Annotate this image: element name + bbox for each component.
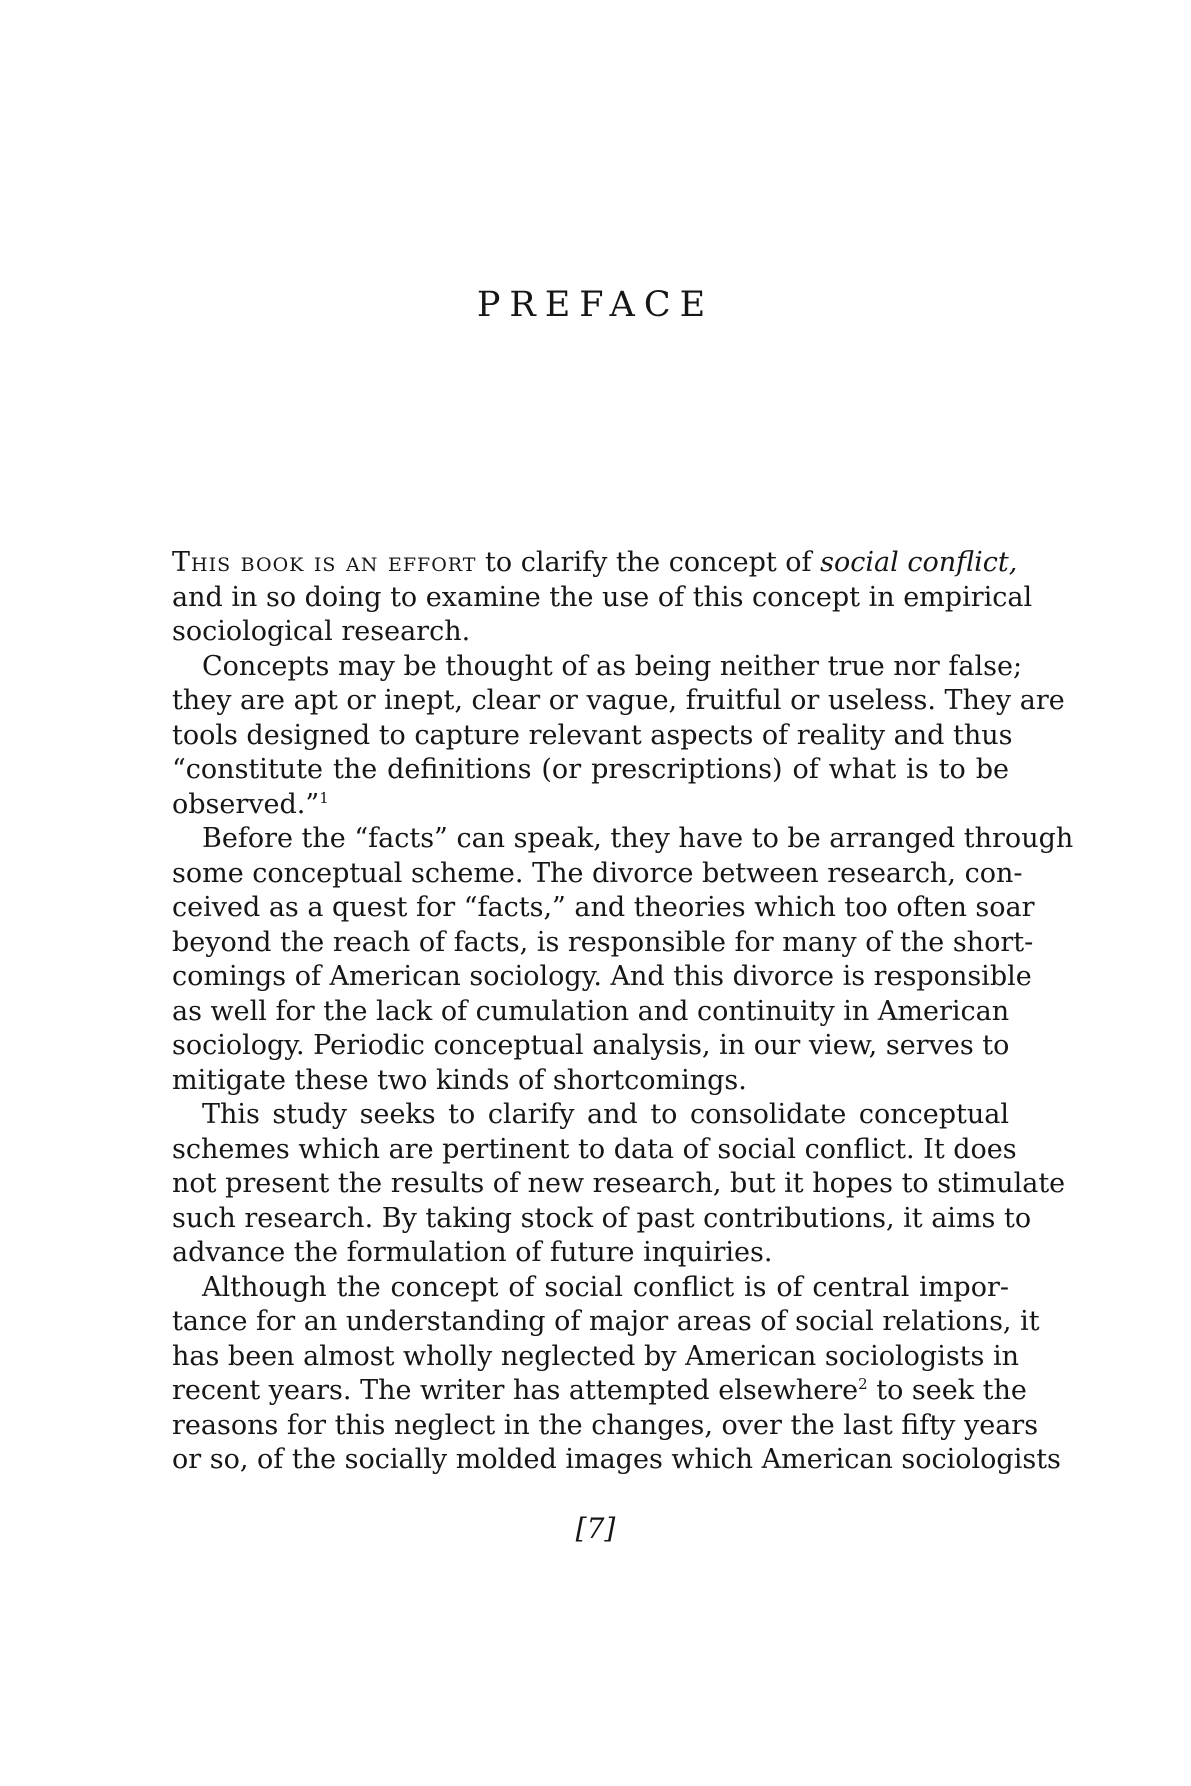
text-fragment: recent years. The writer has attempted elsewhere bbox=[172, 1375, 859, 1406]
text-line: not present the results of new research, but it hopes to stimulate bbox=[172, 1168, 1066, 1199]
paragraph bbox=[172, 1098, 1066, 1271]
text-line: reasons for this neglect in the changes, over the last fifty years bbox=[172, 1409, 1039, 1441]
text-line: or so, of the socially molded images which American sociologists bbox=[172, 1444, 1061, 1475]
page-number: [7] bbox=[575, 1512, 616, 1545]
text-fragment: to clarify the concept of bbox=[476, 547, 821, 578]
page-title: PREFACE bbox=[476, 285, 715, 326]
text-line: schemes which are pertinent to data of social conflict. It does bbox=[172, 1133, 1017, 1165]
text-line: sociological research. bbox=[172, 616, 471, 647]
paragraph bbox=[172, 1271, 1061, 1478]
text-fragment: observed.” bbox=[172, 788, 320, 820]
italic-term: social conflict, bbox=[820, 547, 1018, 578]
text-line bbox=[172, 546, 1018, 581]
paragraph bbox=[172, 822, 1074, 1098]
paragraph bbox=[172, 650, 1065, 823]
text-line: tance for an understanding of major areas of social relations, it bbox=[172, 1306, 1040, 1337]
text-line: such research. By taking stock of past contributions, it aims to bbox=[172, 1202, 1032, 1234]
text-line: Before the “facts” can speak, they have to be arranged through bbox=[202, 823, 1074, 854]
text-line: has been almost wholly neglected by American sociologists in bbox=[172, 1340, 1019, 1372]
text-line bbox=[172, 788, 1009, 823]
text-line: ceived as a quest for “facts,” and theories which too often soar bbox=[172, 892, 1035, 923]
text-line: advance the formulation of future inquiries. bbox=[172, 1237, 773, 1268]
text-line: “constitute the definitions (or prescriptions) of what is to be bbox=[172, 754, 1009, 785]
opening-small-caps: This book is an effort bbox=[172, 547, 477, 578]
text-line bbox=[172, 1374, 1027, 1409]
footnote-marker: 2 bbox=[858, 1375, 868, 1393]
text-line: tools designed to capture relevant aspects of reality and thus bbox=[172, 719, 1013, 751]
text-line: Concepts may be thought of as being neither true nor false; bbox=[202, 650, 1023, 682]
text-line: comings of American sociology. And this divorce is responsible bbox=[172, 961, 1032, 992]
text-line: Although the concept of social conflict is of central impor- bbox=[202, 1271, 1009, 1303]
text-line: This study seeks to clarify and to consolidate conceptual bbox=[202, 1099, 1009, 1130]
text-line: as well for the lack of cumulation and continuity in American bbox=[172, 995, 1010, 1027]
text-line: and in so doing to examine the use of this concept in empirical bbox=[172, 581, 1033, 613]
text-fragment: to seek the bbox=[867, 1375, 1027, 1406]
text-line: some conceptual scheme. The divorce between research, con- bbox=[172, 857, 1023, 889]
footnote-marker: 1 bbox=[319, 788, 329, 807]
preface-body bbox=[172, 546, 1074, 1478]
paragraph bbox=[172, 546, 1033, 650]
text-line: mitigate these two kinds of shortcomings. bbox=[172, 1064, 747, 1096]
text-line: they are apt or inept, clear or vague, fruitful or useless. They are bbox=[172, 685, 1065, 716]
text-line: beyond the reach of facts, is responsible for many of the short- bbox=[172, 926, 1034, 958]
text-line: sociology. Periodic conceptual analysis, in our view, serves to bbox=[172, 1030, 1010, 1061]
